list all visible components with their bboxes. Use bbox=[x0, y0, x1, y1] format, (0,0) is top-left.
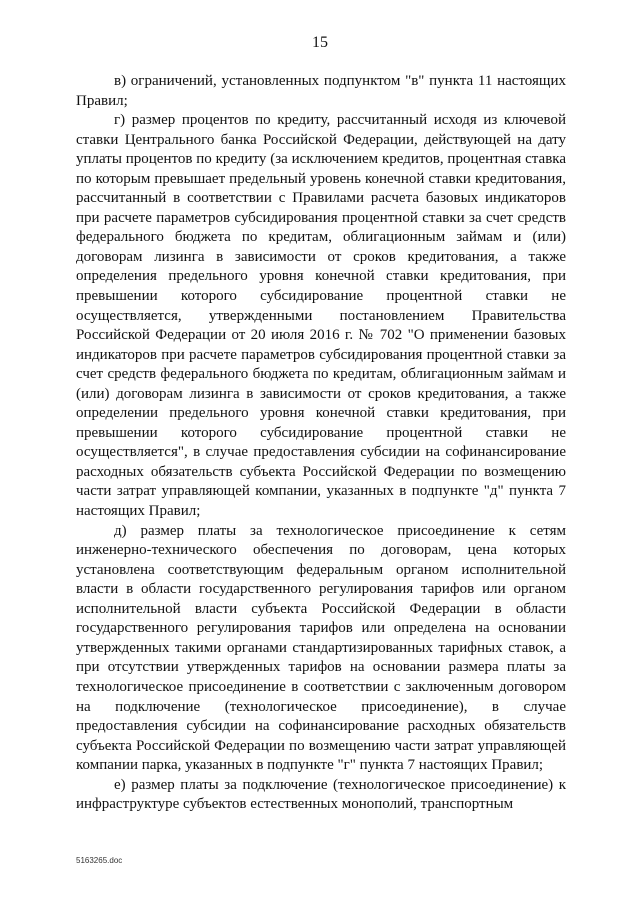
paragraph-g: г) размер процентов по кредиту, рассчитанный исходя из ключевой ставки Центрального банка Российской Федерации, действующей на дату уплаты процентов по кредиту (за исключением кредитов, процентная ставка по которым превышает предельный уровень конечной ставки кредитования, рассчитанный в соответствии с Правилами расчета базовых индикаторов при расчете параметров субсидирования процентной ставки за счет средств федерального бюджета по кредитам, облигационным займам и (или) договорам лизинга в зависимости от сроков кредитования, а также определения предельного уровня конечной ставки кредитования, при превышении которого субсидирование процентной ставки не осуществляется, утвержденными постановлением Правительства Российской Федерации от 20 июля 2016 г. № 702 "О применении базовых индикаторов при расчете параметров субсидирования процентной ставки за счет средств федерального бюджета по кредитам, облигационным займам и (или) договорам лизинга в зависимости от сроков кредитования, а также определении предельного уровня конечной ставки кредитования, при превышении которого субсидирование процентной ставки не осуществляется", в случае предоставления субсидии на софинансирование расходных обязательств субъекта Российской Федерации по возмещению части затрат управляющей компании, указанных в подпункте "д" пункта 7 настоящих Правил; bbox=[76, 112, 566, 520]
footer-filename: 5163265.doc bbox=[76, 856, 123, 865]
page-number: 15 bbox=[312, 34, 328, 51]
paragraph-d: д) размер платы за технологическое присоединение к сетям инженерно-технического обеспечения по договорам, цена которых установлена соответствующим федеральным органом исполнительной власти в области государственного регулирования тарифов или органом исполнительной власти субъекта Российской Федерации в области государственного регулирования тарифов или определена на основании утвержденных такими органами стандартизированных тарифных ставок, а при отсутствии утвержденных тарифов на основании размера платы за технологическое присоединение в соответствии с заключенным договором на подключение (технологическое присоединение), в случае предоставления субсидии на софинансирование расходных обязательств субъекта Российской Федерации по возмещению части затрат управляющей компании парка, указанных в подпункте "г" пункта 7 настоящих Правил; bbox=[76, 522, 566, 774]
paragraph-e: е) размер платы за подключение (технологическое присоединение) к инфраструктуре субъектов естественных монополий, транспортным bbox=[76, 776, 566, 813]
document-body bbox=[76, 72, 566, 815]
paragraph-v: в) ограничений, установленных подпунктом "в" пункта 11 настоящих Правил; bbox=[76, 73, 566, 109]
